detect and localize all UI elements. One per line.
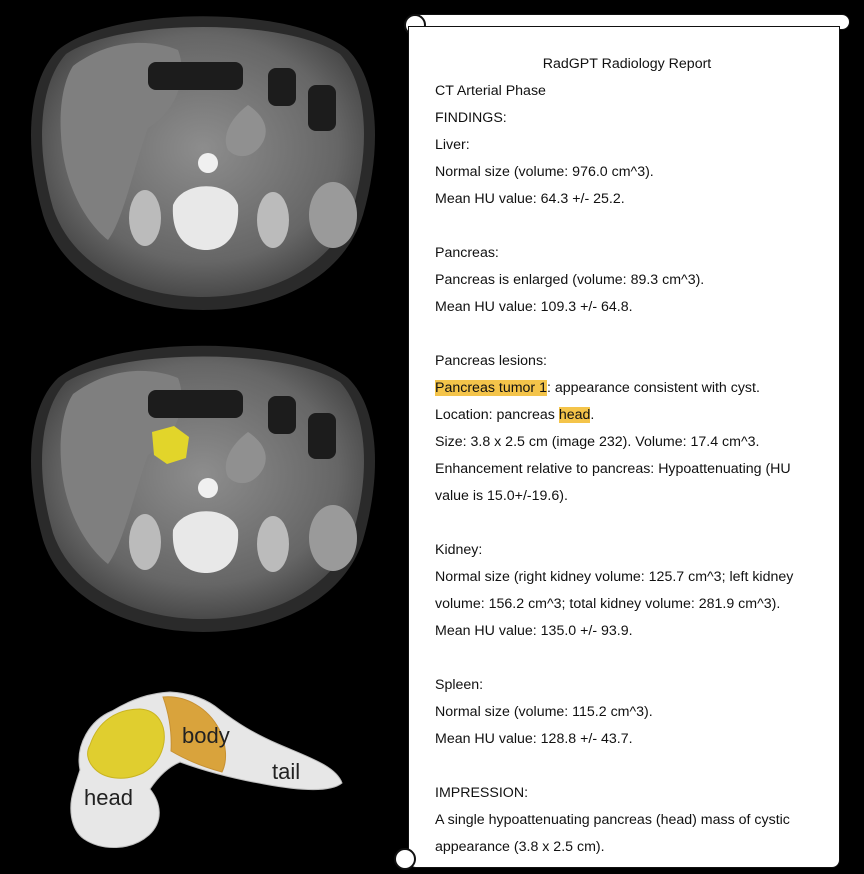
spacer: [435, 321, 840, 348]
tumor-description: : appearance consistent with cyst.: [546, 380, 760, 396]
kidney-size-line1: Normal size (right kidney volume: 125.7 cm^3; left kidney: [435, 569, 794, 585]
ct-scan-axial-original: [18, 10, 388, 310]
location-line: [435, 402, 840, 429]
report-scroll: [400, 10, 858, 870]
tumor-label: Pancreas tumor 1: [435, 380, 547, 396]
pancreas-hu: Mean HU value: 109.3 +/- 64.8.: [435, 299, 633, 315]
location-value: head: [558, 407, 591, 423]
lesions-header: Pancreas lesions:: [435, 353, 547, 369]
liver-size: Normal size (volume: 976.0 cm^3).: [435, 164, 654, 180]
spacer: [435, 645, 840, 672]
liver-hu: Mean HU value: 64.3 +/- 25.2.: [435, 191, 625, 207]
model-label-head: head: [84, 785, 133, 810]
findings-header: FINDINGS:: [435, 110, 507, 126]
enhancement-line1: Enhancement relative to pancreas: Hypoattenuating (HU: [435, 461, 791, 477]
enhancement-line2: value is 15.0+/-19.6).: [435, 488, 568, 504]
location-prefix: Location: pancreas: [435, 407, 559, 423]
kidney-hu: Mean HU value: 135.0 +/- 93.9.: [435, 623, 633, 639]
spacer: [435, 510, 840, 537]
spleen-size: Normal size (volume: 115.2 cm^3).: [435, 704, 653, 720]
impression-header: IMPRESSION:: [435, 785, 529, 801]
report-paper: [408, 26, 840, 868]
pancreas-size: Pancreas is enlarged (volume: 89.3 cm^3).: [435, 272, 705, 288]
spleen-hu: Mean HU value: 128.8 +/- 43.7.: [435, 731, 633, 747]
lesion-size: Size: 3.8 x 2.5 cm (image 232). Volume: 17.4 cm^3.: [435, 434, 760, 450]
report-content: [435, 51, 840, 861]
impression-line1: A single hypoattenuating pancreas (head) mass of cystic: [435, 812, 790, 828]
spacer: [435, 213, 840, 240]
location-suffix: .: [590, 407, 595, 423]
report-title: RadGPT Radiology Report: [542, 56, 712, 72]
spleen-header: Spleen:: [435, 677, 484, 693]
kidney-size-line2: volume: 156.2 cm^3; total kidney volume: 281.9 cm^3).: [435, 596, 781, 612]
liver-header: Liver:: [435, 137, 470, 153]
pancreas-header: Pancreas:: [435, 245, 499, 261]
pancreas-3d-model: [50, 675, 360, 865]
model-label-tail: tail: [272, 759, 301, 784]
impression-line2: appearance (3.8 x 2.5 cm).: [435, 839, 605, 855]
kidney-header: Kidney:: [435, 542, 483, 558]
ct-scan-axial-segmented: [18, 340, 388, 632]
tumor-line: [435, 375, 840, 402]
model-label-body: body: [182, 723, 230, 748]
scroll-curl-bottom-icon: [394, 848, 416, 870]
report-subtitle: CT Arterial Phase: [435, 83, 546, 99]
spacer: [435, 753, 840, 780]
